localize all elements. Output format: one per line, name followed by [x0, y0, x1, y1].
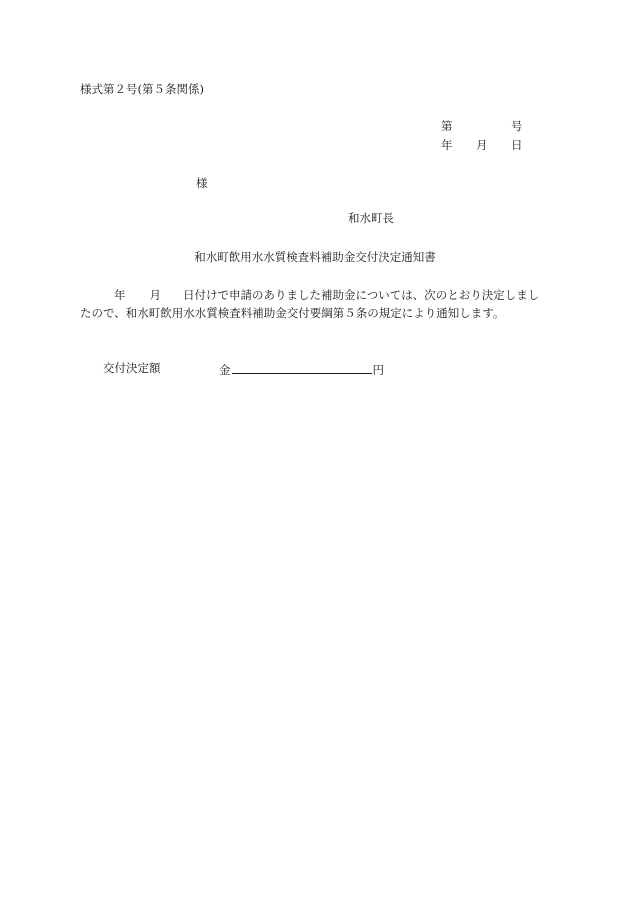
amount-label: 交付決定額 [103, 361, 161, 375]
date-day: 日 [511, 138, 523, 152]
date-month: 月 [476, 138, 488, 152]
body-year: 年 [114, 288, 126, 302]
document-title: 和水町飲用水水質検査料補助金交付決定通知書 [194, 250, 436, 264]
amount-prefix: 金 [219, 363, 231, 377]
addressee-honorific: 様 [196, 176, 208, 190]
body-line-1 [80, 286, 550, 304]
number-prefix: 第 [441, 119, 453, 133]
amount-blank-line [232, 361, 372, 374]
body-line-2: たので、和水町飲用水水質検査料補助金交付要綱第５条の規定により通知します。 [80, 306, 505, 320]
date-year: 年 [441, 138, 453, 152]
body-line-1-rest: 日付けで申請のありました補助金については、次のとおり決定しまし [183, 288, 540, 302]
amount-field [219, 361, 384, 377]
amount-unit: 円 [372, 363, 384, 377]
notice-body [80, 286, 550, 322]
form-label: 様式第２号(第５条関係) [80, 82, 204, 96]
issuer-name: 和水町長 [348, 211, 394, 225]
body-month: 月 [149, 288, 161, 302]
number-suffix: 号 [511, 119, 523, 133]
